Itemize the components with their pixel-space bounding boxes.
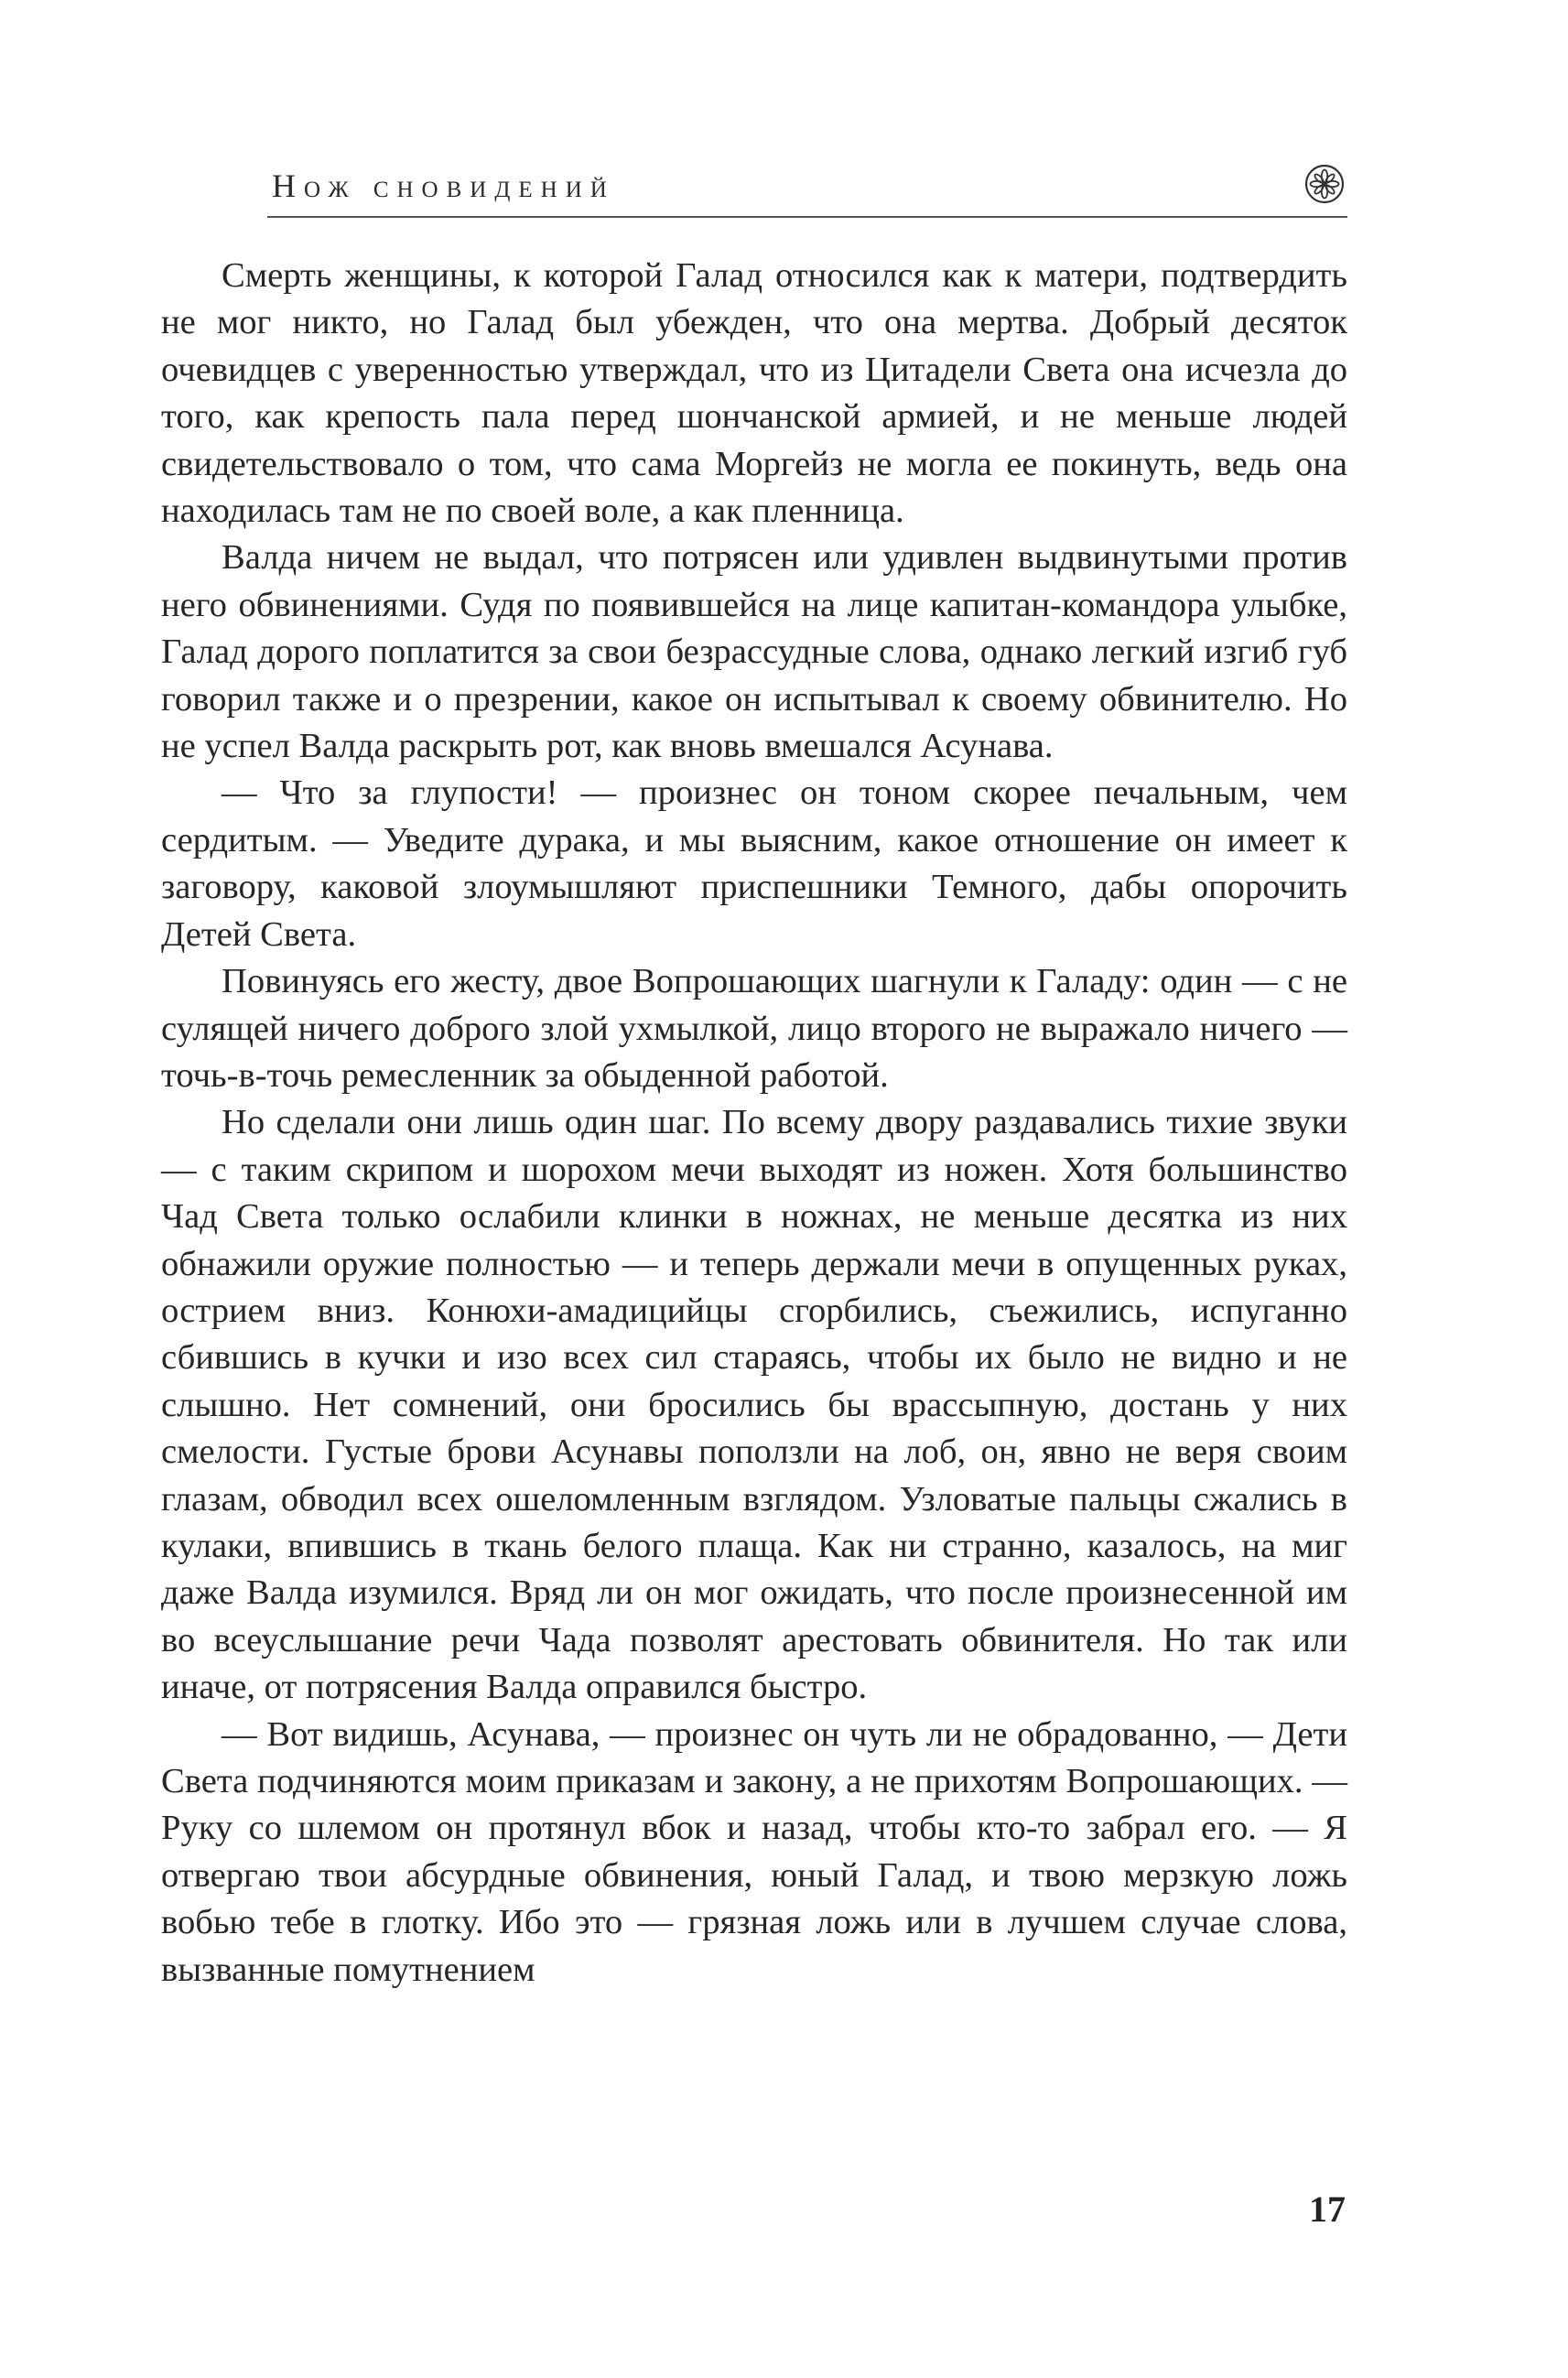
paragraph-2: Валда ничем не выдал, что потрясен или удивлен выдвинутыми против него обвинениями. Судя по появившейся на лице капитан-командора улыбке, Галад дорого поплатится за свои безрассудные слова, однако легкий изгиб губ говорил также и о презрении, какое он испытывал к своему обвинителю. Но не успел Валда раскрыть рот, как вновь вмешался Асунава. xyxy=(161,538,1347,766)
paragraph-6: — Вот видишь, Асунава, — произнес он чуть ли не обрадованно, — Дети Света подчиняются моим приказам и закону, а не прихотям Вопрошающих. — Руку со шлемом он протянул вбок и назад, чтобы кто-то забрал его. — Я отвергаю твои абсурдные обвинения, юный Галад, и твою мерзкую ложь вобью тебе в глотку. Ибо это — грязная ложь или в лучшем случае слова, вызванные помутнением xyxy=(161,1714,1347,1989)
paragraph-5: Но сделали они лишь один шаг. По всему двору раздавались тихие звуки — с таким скрипом и шорохом мечи выходят из ножен. Хотя большинство Чад Света только ослабили клинки в ножнах, не меньше десятка из них обнажили оружие полностью — и теперь держали мечи в опущенных руках, острием вниз. Конюхи-амадицийцы сгорбились, съежились, испуганно сбившись в кучки и изо всех сил стараясь, чтобы их было не видно и не слышно. Нет сомнений, они бросились бы врассыпную, достань у них смелости. Густые брови Асунавы поползли на лоб, он, явно не веря своим глазам, обводил всех ошеломленным взглядом. Узловатые пальцы сжались в кулаки, впившись в ткань белого плаща. Как ни странно, казалось, на миг даже Валда изумился. Вряд ли он мог ожидать, что после произнесенной им во всеуслышание речи Чада позволят арестовать обвинителя. Но так или иначе, от потрясения Валда оправился быстро. xyxy=(161,1103,1347,1707)
paragraph-4: Повинуясь его жесту, двое Вопрошающих шагнули к Галаду: один — с не сулящей ничего доброго злой ухмылкой, лицо второго не выражало ничего — точь-в-точь ремесленник за обыденной работой. xyxy=(161,962,1347,1095)
body-text xyxy=(161,253,1347,1994)
running-title: Нож сновидений xyxy=(272,168,615,204)
paragraph-1: Смерть женщины, к которой Галад относился как к матери, подтвердить не мог никто, но Галад был убежден, что она мертва. Добрый десяток очевидцев с уверенностью утверждал, что из Цитадели Света она исчезла до того, как крепость пала перед шончанской армией, и не меньше людей свидетельствовало о том, что сама Моргейз не могла ее покинуть, ведь она находилась там не по своей воле, а как пленница. xyxy=(161,256,1347,531)
header-rule xyxy=(267,216,1347,218)
page-number: 17 xyxy=(1309,2189,1346,2230)
running-head xyxy=(267,163,1347,218)
paragraph-3: — Что за глупости! — произнес он тоном скорее печальным, чем сердитым. — Уведите дурака, и мы выясним, какое отношение он имеет к заговору, каковой злоумышляют приспешники Темного, дабы опорочить Детей Света. xyxy=(161,773,1347,954)
rosette-icon xyxy=(1303,163,1346,205)
